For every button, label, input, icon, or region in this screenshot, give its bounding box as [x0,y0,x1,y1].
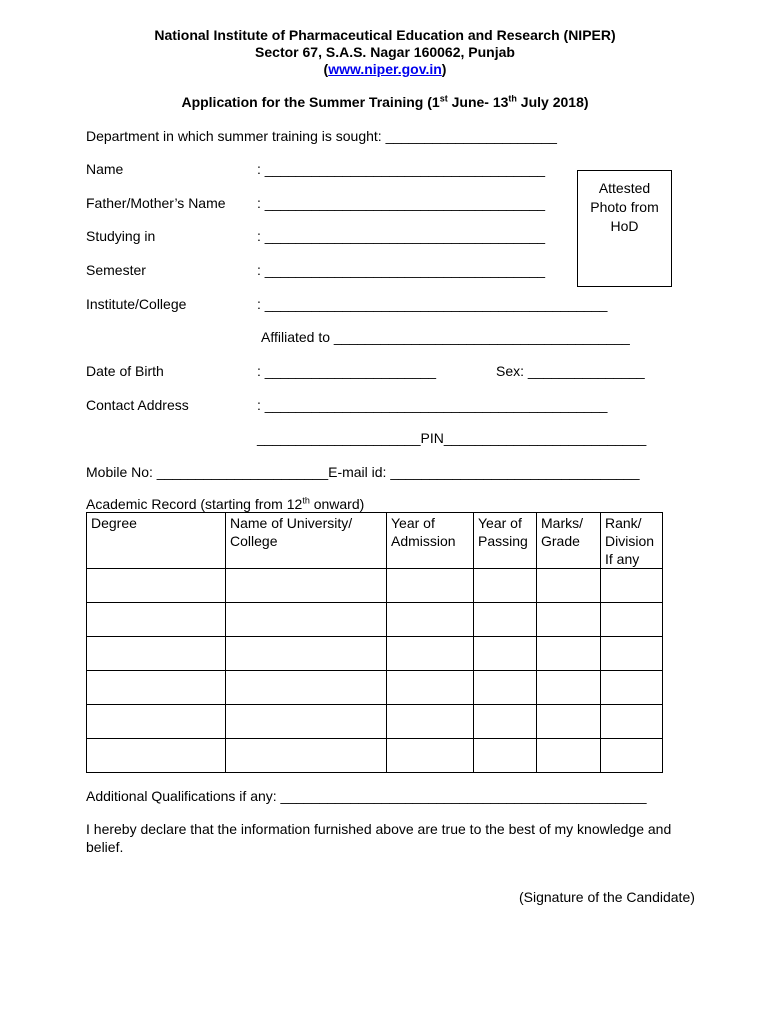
photo-box-line: HoD [610,218,639,234]
photo-box-line: Attested [598,180,651,196]
table-header-row [87,513,663,569]
studying-in-field[interactable]: : ____________________________________ [257,228,546,244]
institute-website: (www.niper.gov.in) [323,61,447,77]
institute-field[interactable]: : ____________________________________________ [257,296,608,312]
contact-address-field[interactable]: : ____________________________________________ [257,397,608,413]
institute-label: Institute/College [86,296,187,312]
table-row[interactable] [87,569,663,603]
parent-name-field[interactable]: : ____________________________________ [257,195,546,211]
col-rank-division: Rank/ Division If any [601,513,663,569]
pin-field[interactable]: _____________________PIN__________________________ [257,430,647,446]
table-row[interactable] [87,671,663,705]
sex-field[interactable]: Sex: _______________ [496,363,645,379]
table-row[interactable] [87,739,663,773]
mobile-email-field[interactable]: Mobile No: ______________________E-mail id: ________________________________ [86,464,640,480]
table-row[interactable] [87,603,663,637]
photo-box-line: Photo from [590,199,659,215]
parent-name-label: Father/Mother’s Name [86,195,226,211]
contact-address-label: Contact Address [86,397,189,413]
academic-record-caption: Academic Record (starting from 12th onward) [86,495,365,512]
dob-field[interactable]: : ______________________ [257,363,437,379]
signature-label: (Signature of the Candidate) [519,889,695,905]
institute-name: National Institute of Pharmaceutical Education and Research (NIPER) [154,27,616,43]
declaration-line-2: belief. [86,839,124,855]
semester-field[interactable]: : ____________________________________ [257,262,546,278]
dob-label: Date of Birth [86,363,164,379]
name-label: Name [86,161,124,177]
table-row[interactable] [87,705,663,739]
col-university: Name of University/ College [226,513,387,569]
application-title: Application for the Summer Training (1st June- 13th July 2018) [181,93,589,110]
photo-box [577,170,672,287]
semester-label: Semester [86,262,146,278]
declaration-line-1: I hereby declare that the information furnished above are true to the best of my knowledge and [86,821,672,837]
affiliated-field[interactable]: Affiliated to ______________________________________ [261,329,630,345]
website-link[interactable]: www.niper.gov.in [328,61,442,77]
institute-address: Sector 67, S.A.S. Nagar 160062, Punjab [255,44,515,60]
studying-in-label: Studying in [86,228,156,244]
col-year-admission: Year of Admission [387,513,474,569]
department-field[interactable]: Department in which summer training is sought: ______________________ [86,128,557,144]
name-field[interactable]: : ____________________________________ [257,161,546,177]
additional-qualifications-field[interactable]: Additional Qualifications if any: _______________________________________________ [86,788,647,804]
table-row[interactable] [87,637,663,671]
col-degree: Degree [87,513,226,569]
col-year-passing: Year of Passing [474,513,537,569]
col-marks-grade: Marks/ Grade [537,513,601,569]
academic-record-table [86,512,663,773]
